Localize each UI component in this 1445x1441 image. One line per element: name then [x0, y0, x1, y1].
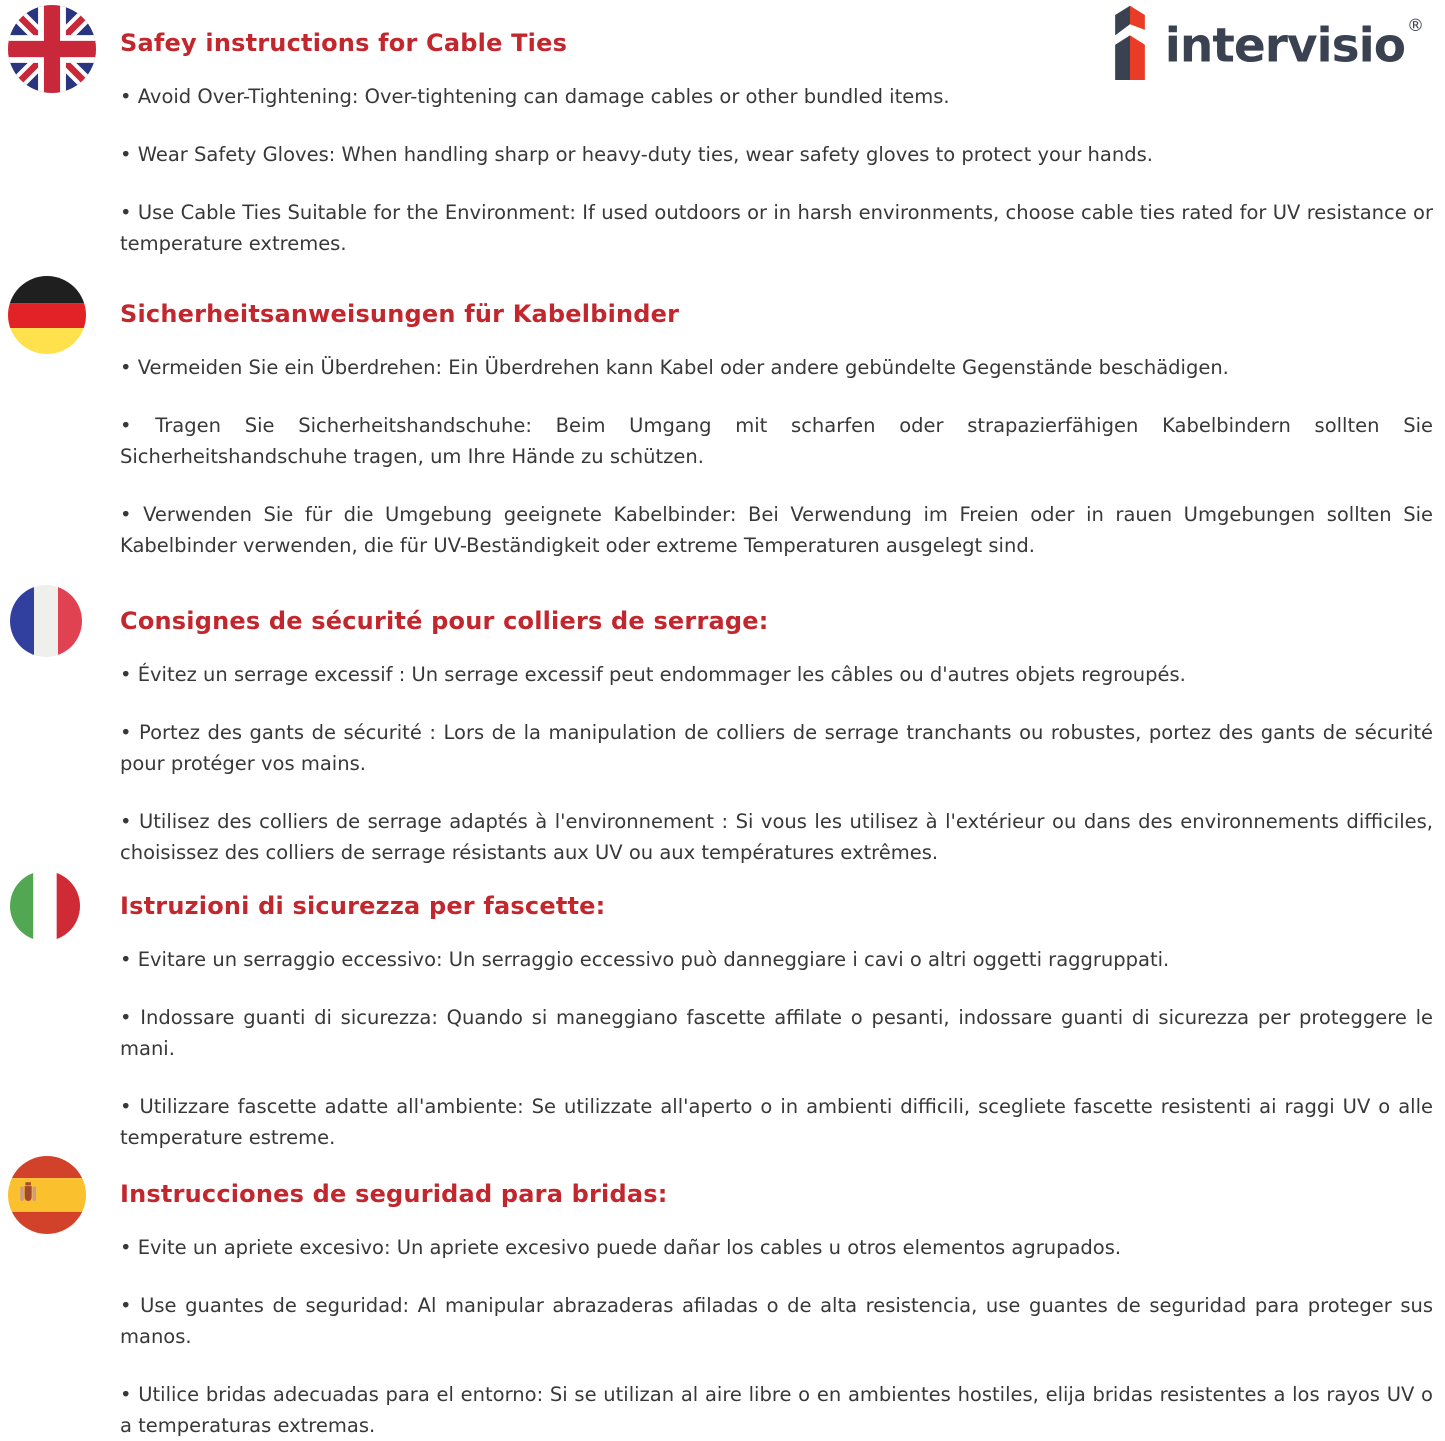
germany-flag-icon [8, 276, 120, 354]
registered-trademark-symbol: ® [1407, 16, 1423, 36]
section-german [0, 276, 1445, 561]
section-spanish [0, 1156, 1445, 1441]
section-french [0, 583, 1445, 868]
spain-flag-icon [8, 1156, 120, 1234]
bullet-item: • Utilizzare fascette adatte all'ambiente: Se utilizzate all'aperto o in ambienti difficili, scegliete fascette resistenti ai raggi UV o alle temperature estreme. [120, 1095, 1433, 1149]
section-heading-spanish: Instrucciones de seguridad para bridas: [120, 1180, 668, 1208]
bullet-item: • Utilisez des colliers de serrage adaptés à l'environnement : Si vous les utilisez à l'extérieur ou dans des environnements difficiles, choisissez des colliers de serrage résistants aux UV ou aux températures extrêmes. [120, 810, 1433, 864]
section-heading-german: Sicherheitsanweisungen für Kabelbinder [120, 300, 680, 328]
bullet-item: • Use Cable Ties Suitable for the Environment: If used outdoors or in harsh environments, choose cable ties rated for UV resistance or temperature extremes. [120, 201, 1433, 255]
flag-column [0, 5, 120, 93]
flag-column [0, 583, 120, 657]
bullet-item: • Évitez un serrage excessif : Un serrage excessif peut endommager les câbles ou d'autres objets regroupés. [120, 663, 1186, 686]
bullet-item: • Avoid Over-Tightening: Over-tightening can damage cables or other bundled items. [120, 85, 950, 108]
intervisio-i-mark-icon [1105, 2, 1155, 80]
bullet-item: • Vermeiden Sie ein Überdrehen: Ein Überdrehen kann Kabel oder andere gebündelte Gegenstände beschädigen. [120, 356, 1229, 379]
brand-logo [1105, 2, 1423, 85]
bullet-item: • Portez des gants de sécurité : Lors de la manipulation de colliers de serrage tranchants ou robustes, portez des gants de sécurité pour protéger vos mains. [120, 721, 1433, 775]
brand-name-text: intervisio [1164, 18, 1405, 74]
bullet-item: • Evite un apriete excesivo: Un apriete excesivo puede dañar los cables u otros elementos agrupados. [120, 1236, 1122, 1259]
flag-column [0, 1156, 120, 1234]
section-heading-italian: Istruzioni di sicurezza per fascette: [120, 892, 606, 920]
bullet-item: • Utilice bridas adecuadas para el entorno: Si se utilizan al aire libre o en ambientes hostiles, elija bridas resistentes a los rayos UV o a temperaturas extremas. [120, 1383, 1433, 1437]
brand-name [1165, 2, 1423, 85]
bullet-item: • Verwenden Sie für die Umgebung geeignete Kabelbinder: Bei Verwendung im Freien oder in rauen Umgebungen sollten Sie Kabelbinder verwenden, die für UV-Beständigkeit oder extreme Temperaturen ausgelegt sind. [120, 503, 1433, 557]
bullet-item: • Indossare guanti di sicurezza: Quando si maneggiano fascette affilate o pesanti, indossare guanti di sicurezza per proteggere le mani. [120, 1006, 1433, 1060]
france-flag-icon [8, 585, 120, 657]
flag-column [0, 868, 120, 942]
italy-flag-icon [8, 870, 120, 942]
section-italian [0, 868, 1445, 1153]
bullet-item: • Evitare un serraggio eccessivo: Un serraggio eccessivo può danneggiare i cavi o altri oggetti raggruppati. [120, 948, 1170, 971]
uk-flag-icon [8, 5, 120, 93]
bullet-item: • Use guantes de seguridad: Al manipular abrazaderas afiladas o de alta resistencia, use guantes de seguridad para proteger sus manos. [120, 1294, 1433, 1348]
bullet-item: • Tragen Sie Sicherheitshandschuhe: Beim Umgang mit scharfen oder strapazierfähigen Kabelbindern sollten Sie Sicherheitshandschuhe tragen, um Ihre Hände zu schützen. [120, 414, 1433, 468]
bullet-item: • Wear Safety Gloves: When handling sharp or heavy-duty ties, wear safety gloves to protect your hands. [120, 143, 1153, 166]
section-heading-french: Consignes de sécurité pour colliers de serrage: [120, 607, 769, 635]
flag-column [0, 276, 120, 354]
section-heading-english: Safey instructions for Cable Ties [120, 29, 568, 57]
